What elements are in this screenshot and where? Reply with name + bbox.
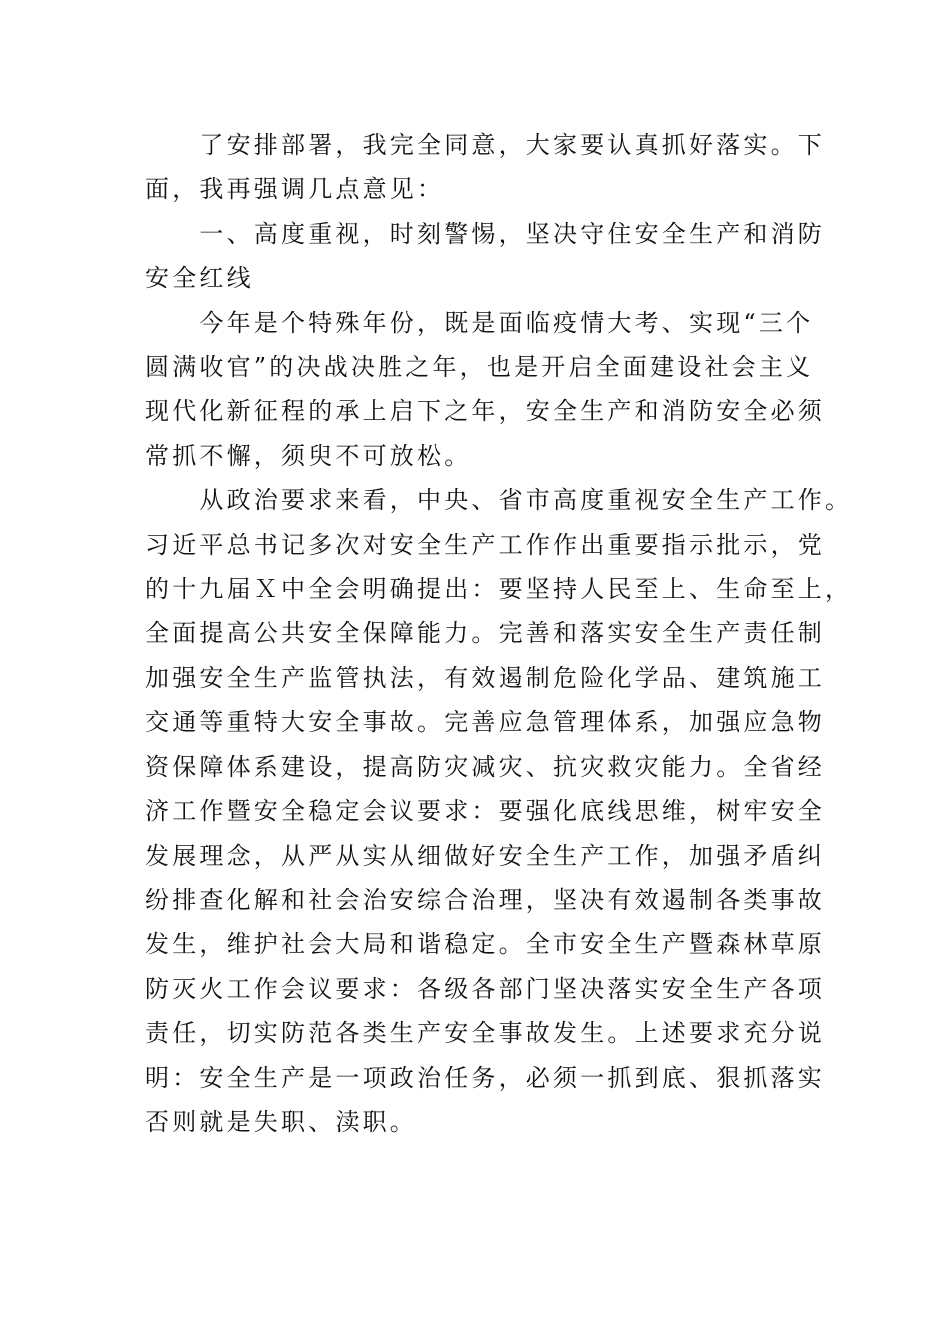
- text-line: 交通等重特大安全事故。完善应急管理体系，加强应急物: [145, 708, 825, 737]
- text-line: 纷排查化解和社会治安综合治理，坚决有效遏制各类事故: [145, 885, 825, 914]
- text-line: 否则就是失职、渎职。: [145, 1107, 417, 1136]
- text-line: 习近平总书记多次对安全生产工作作出重要指示批示，党: [145, 530, 825, 559]
- text-line: 现代化新征程的承上启下之年，安全生产和消防安全必须: [145, 397, 825, 426]
- section-heading-line: 一、高度重视，时刻警惕，坚决守住安全生产和消防: [145, 219, 825, 248]
- text-line: 发生，维护社会大局和谐稳定。全市安全生产暨森林草原: [145, 930, 825, 959]
- text-line: 济工作暨安全稳定会议要求：要强化底线思维，树牢安全: [145, 797, 825, 826]
- text-line: 了安排部署，我完全同意，大家要认真抓好落实。下: [145, 131, 825, 159]
- text-line: 全面提高公共安全保障能力。完善和落实安全生产责任制: [145, 619, 825, 648]
- section-heading-line: 安全红线: [145, 264, 254, 293]
- text-line: 的十九届Ｘ中全会明确提出：要坚持人民至上、生命至上，: [145, 575, 853, 604]
- text-line: 圆满收官”的决战决胜之年，也是开启全面建设社会主义: [145, 353, 814, 382]
- text-line: 加强安全生产监管执法，有效遏制危险化学品、建筑施工: [145, 663, 825, 692]
- text-line: 防灭火工作会议要求：各级各部门坚决落实安全生产各项: [145, 974, 825, 1003]
- text-line: 今年是个特殊年份，既是面临疫情大考、实现“三个: [145, 308, 814, 337]
- text-line: 资保障体系建设，提高防灾减灾、抗灾救灾能力。全省经: [145, 752, 825, 781]
- text-line: 发展理念，从严从实从细做好安全生产工作，加强矛盾纠: [145, 841, 825, 870]
- text-line: 明：安全生产是一项政治任务，必须一抓到底、狠抓落实: [145, 1063, 825, 1092]
- text-line: 从政治要求来看，中央、省市高度重视安全生产工作。: [145, 486, 853, 515]
- text-line: 责任，切实防范各类生产安全事故发生。上述要求充分说: [145, 1019, 825, 1048]
- text-line: 常抓不懈，须臾不可放松。: [145, 441, 472, 470]
- text-line: 面，我再强调几点意见：: [145, 175, 445, 204]
- document-body: [145, 123, 853, 1144]
